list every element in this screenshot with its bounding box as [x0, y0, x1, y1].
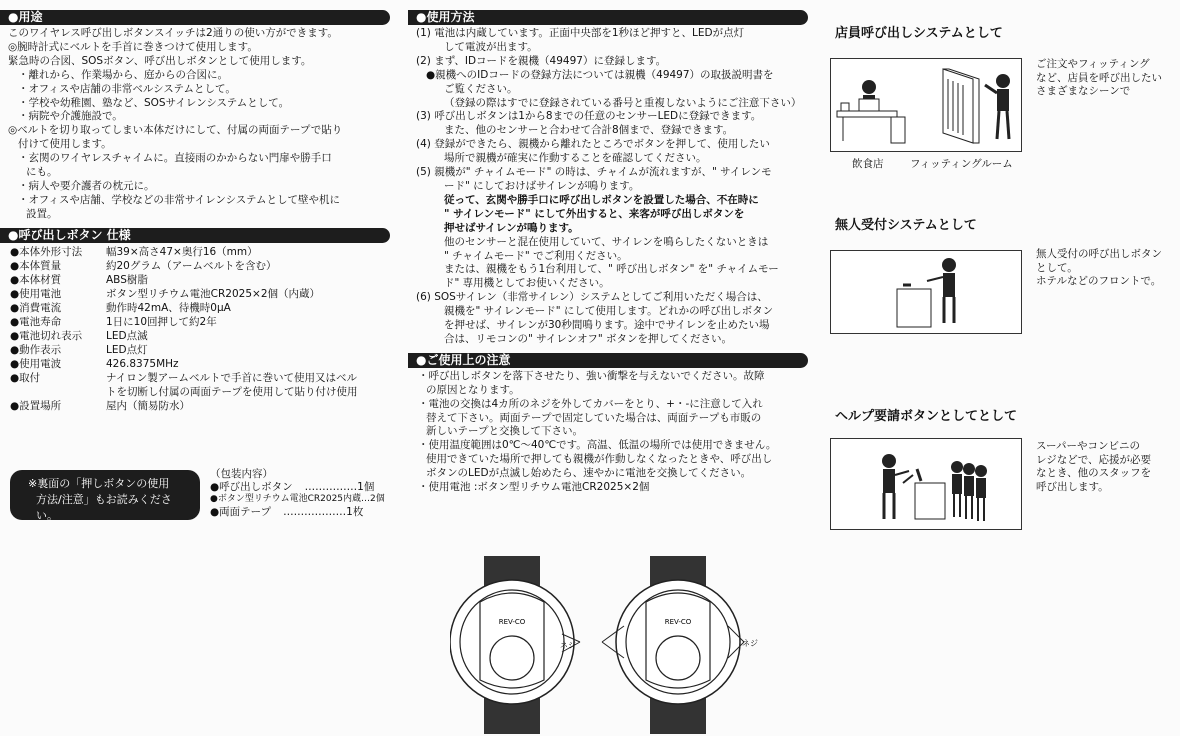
spec-key: ●電池寿命 [10, 315, 62, 328]
spec-key: ●設置場所 [10, 399, 62, 412]
note-line: 方法/注意」もお読みください。 [36, 493, 172, 522]
spec-key: ●取付 [10, 371, 41, 384]
spec-value: トを切断し付属の両面テープを使用して貼り付け使用 [106, 385, 358, 398]
spec-key: ●本体質量 [10, 259, 62, 272]
package-item-qty: ……………1個 [304, 480, 375, 493]
illustration-staff-call [830, 58, 1022, 152]
text-line: ・使用温度範囲は0℃〜40℃です。高温、低温の場所では使用できません。 [418, 439, 777, 452]
help-request-illustration-icon [831, 439, 1021, 529]
caption-restaurant: 飲食店 [852, 158, 884, 170]
desc-line: 呼び出します。 [1036, 480, 1109, 493]
text-line: (6) SOSサイレン（非常サイレン）システムとしてご利用いただく場合は、 [416, 291, 768, 304]
spec-table [0, 243, 390, 413]
spec-row [0, 329, 390, 343]
desc-line: なとき、他のスタッフを [1036, 467, 1152, 479]
desc-line: レジなどで、応援が必要 [1036, 453, 1152, 466]
text-line: ●親機へのIDコードの登録方法については親機（49497）の取扱説明書を [426, 68, 774, 81]
text-line: (5) 親機が" チャイムモード" の時は、チャイムが流れますが、" サイレンモ [416, 166, 772, 179]
text-line: または、親機をもう1台利用して、" 呼び出しボタン" を" チャイムモー [444, 263, 779, 276]
spec-key: ●使用電波 [10, 357, 62, 370]
screw-label: ネジ [742, 639, 758, 648]
reception-description [1036, 248, 1162, 289]
spec-value: LED点滅 [106, 329, 148, 342]
note-box [10, 470, 200, 520]
caution-header: ●ご使用上の注意 [408, 353, 808, 368]
usage-line: ・玄関のワイヤレスチャイムに。直接雨のかからない門扉や勝手口 [18, 152, 332, 165]
right-column [830, 0, 1180, 736]
spec-key: ●動作表示 [10, 343, 62, 356]
spec-row [0, 273, 390, 287]
desc-line: ご注文やフィッティング [1036, 58, 1150, 70]
usage-line: 緊急時の合図、SOSボタン、呼び出しボタンとして使用します。 [8, 54, 312, 67]
package-item [210, 481, 385, 494]
text-line: 押せばサイレンが鳴ります。 [444, 221, 579, 234]
text-line: 他のセンサーと混在使用していて、サイレンを鳴らしたくないときは [444, 235, 769, 248]
help-request-description [1036, 440, 1151, 494]
usage-line: ・病院や介護施設で。 [18, 110, 123, 123]
note-line: ※裏面の「押しボタンの使用 [28, 477, 170, 490]
text-line: を押せば、サイレンが30秒間鳴ります。途中でサイレンを止めたい場 [444, 319, 770, 332]
spec-key: ●消費電流 [10, 301, 62, 314]
spec-value: ナイロン製アームベルトで手首に巻いて使用又はベル [106, 371, 357, 384]
package-item-qty: ………………1枚 [283, 505, 364, 518]
spec-value: 動作時42mA、待機時0μA [106, 301, 231, 314]
spec-row [0, 245, 390, 259]
package-contents [210, 468, 385, 518]
text-line: 替えて下さい。両面テープで固定していた場合は、両面テープも市販の [426, 411, 762, 424]
spec-row [0, 343, 390, 357]
spec-value: 屋内（簡易防水） [106, 399, 190, 412]
desc-line: スーパーやコンビニの [1036, 440, 1140, 452]
text-line: ・呼び出しボタンを落下させたり、強い衝撃を与えないでください。故障 [418, 369, 765, 382]
spec-row [0, 301, 390, 315]
text-line: 場所で親機が確実に作動することを確認してください。 [444, 152, 707, 165]
spec-value: LED点灯 [106, 343, 148, 356]
watch-label: REV-CO [498, 618, 526, 626]
watch-right [602, 556, 758, 734]
spec-header: ●呼び出しボタン 仕様 [0, 228, 390, 243]
package-item-name: ●呼び出しボタン [210, 480, 293, 493]
section-title-staff-call: 店員呼び出しシステムとして [835, 26, 1003, 41]
usage-line: ・学校や幼稚園、塾など、SOSサイレンシステムとして。 [18, 96, 290, 109]
usage-line: ・オフィスや店舗、学校などの非常サイレンシステムとして壁や机に [18, 193, 341, 206]
text-line: ・電池の交換は4カ所のネジを外してカバーをとり、+・-に注意して入れ [418, 397, 763, 410]
text-line: 親機を" サイレンモード" にして使用します。どれかの呼び出しボタン [444, 305, 774, 318]
package-item [210, 506, 385, 519]
text-line: ボタンのLEDが点滅し始めたら、速やかに電池を交換してください。 [426, 467, 752, 480]
staff-call-illustration-icon [831, 59, 1021, 151]
usage-line: ・離れから、作業場から、庭からの合図に。 [18, 68, 228, 81]
text-line: ド" 専用機としてお使いください。 [444, 277, 610, 290]
left-column [0, 0, 390, 413]
package-item [210, 493, 385, 506]
staff-call-description [1036, 58, 1162, 99]
spec-row [0, 399, 390, 413]
text-line: (1) 電池は内蔵しています。正面中央部を1秒ほど押すと、LEDが点灯 [416, 27, 745, 39]
text-line: 従って、玄関や勝手口に呼び出しボタンを設置した場合、不在時に [444, 193, 759, 206]
text-line: して電波が出ます。 [444, 40, 538, 53]
usage-line: にも。 [26, 166, 58, 179]
illustration-help-request [830, 438, 1022, 530]
text-line: （登録の際はすでに登録されている番号と重複しないようにご注意下さい） [444, 96, 802, 109]
spec-key: ●本体材質 [10, 273, 62, 286]
usage-line: ・病人や要介護者の枕元に。 [18, 179, 155, 192]
spec-row [0, 259, 390, 273]
desc-line: さまざまなシーンで [1036, 85, 1131, 97]
text-line: 使用できていた場所で押しても親機が作動しなくなったときや、呼び出し [426, 453, 773, 466]
package-title: （包装内容） [210, 468, 273, 480]
spec-value: 1日に10回押して約2年 [106, 315, 217, 328]
section-title-unmanned-reception: 無人受付システムとして [835, 218, 977, 233]
section-title-help-request: ヘルプ要請ボタンとしてとして [835, 409, 1018, 424]
reception-illustration-icon [831, 251, 1021, 333]
spec-row [0, 287, 390, 301]
usage-line: ・オフィスや店舗の非常ベルシステムとして。 [18, 82, 236, 95]
spec-value: 約20グラム（アームベルトを含む） [106, 259, 277, 272]
text-line: " チャイムモード" でご利用ください。 [444, 249, 628, 262]
text-line: ご覧ください。 [444, 82, 518, 95]
spec-key: ●使用電池 [10, 287, 62, 300]
text-line: (4) 登録ができたら、親機から離れたところでボタンを押して、使用したい [416, 138, 770, 151]
package-item-name: ●両面テープ [210, 505, 272, 518]
spec-row [0, 371, 390, 385]
text-line: 新しいテープと交換して下さい。 [426, 425, 583, 438]
text-line: ・使用電池 :ボタン型リチウム電池CR2025×2個 [418, 481, 650, 494]
spec-row [0, 385, 390, 399]
usage-line: このワイヤレス呼び出しボタンスイッチは2通りの使い方ができます。 [8, 27, 338, 39]
usage-line: ◎ベルトを切り取ってしまい本体だけにして、付属の両面テープで貼り [8, 124, 343, 137]
package-item-qty: …2個 [361, 494, 385, 504]
text-line: また、他のセンサーと合わせて合計8個まで、登録できます。 [444, 124, 734, 137]
usage-line: 付けて使用します。 [18, 138, 112, 151]
usage-line: ◎腕時計式にベルトを手首に巻きつけて使用します。 [8, 40, 258, 53]
howto-body [408, 25, 808, 347]
text-line: ード" にしておけばサイレンが鳴ります。 [444, 179, 640, 192]
desc-line: として。 [1036, 261, 1078, 274]
middle-column [408, 0, 808, 495]
text-line: " サイレンモード" にして外出すると、来客が呼び出しボタンを [444, 207, 745, 220]
package-item-name: ●ボタン型リチウム電池CR2025内蔵 [210, 494, 362, 504]
spec-value: 426.8375MHz [106, 357, 179, 370]
usage-line: 設置。 [26, 207, 58, 220]
spec-key: ●本体外形寸法 [10, 245, 83, 258]
illustration-reception [830, 250, 1022, 334]
text-line: 合は、リモコンの" サイレンオフ" ボタンを押してください。 [444, 332, 733, 345]
text-line: (2) まず、IDコードを親機（49497）に登録します。 [416, 54, 667, 67]
spec-value: 幅39×高さ47×奥行16（mm） [106, 245, 258, 258]
text-line: の原因となります。 [426, 383, 520, 396]
usage-header: ●用途 [0, 10, 390, 25]
desc-line: ホテルなどのフロントで。 [1036, 275, 1162, 287]
desc-line: など、店員を呼び出したい [1036, 71, 1162, 84]
spec-row [0, 357, 390, 371]
screw-label: ネジ [560, 641, 576, 650]
spec-value: ABS樹脂 [106, 273, 148, 286]
watch-label: REV-CO [664, 618, 692, 626]
watch-illustrations [450, 556, 840, 736]
howto-header: ●使用方法 [408, 10, 808, 25]
caption-fitting-room: フィッティングルーム [910, 158, 1013, 170]
watch-left [450, 556, 580, 734]
caution-body [408, 368, 808, 495]
spec-key: ●電池切れ表示 [10, 329, 83, 342]
spec-row [0, 315, 390, 329]
spec-value: ボタン型リチウム電池CR2025×2個（内蔵） [106, 287, 321, 300]
usage-body [0, 25, 390, 222]
desc-line: 無人受付の呼び出しボタン [1036, 248, 1162, 260]
text-line: (3) 呼び出しボタンは1から8までの任意のセンサーLEDに登録できます。 [416, 110, 762, 123]
spec-key [0, 385, 106, 399]
